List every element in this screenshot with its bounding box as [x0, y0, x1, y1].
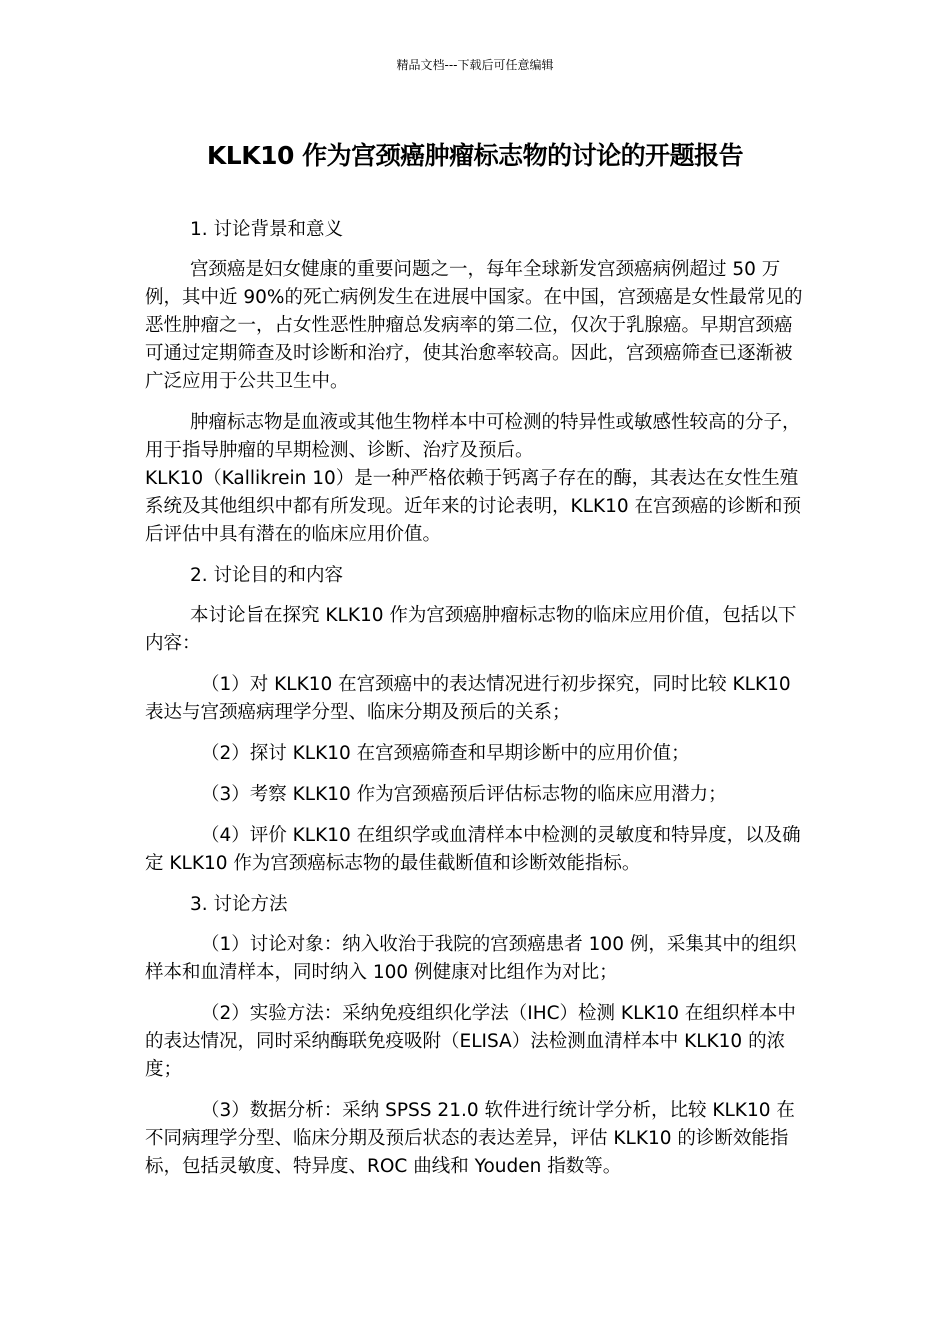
page-header: 精品文档---下载后可任意编辑	[396, 58, 554, 72]
section-1-heading: 1. 讨论背景和意义	[190, 219, 344, 240]
section-3-item-1: （1）讨论对象：纳入收治于我院的宫颈癌患者 100 例，采集其中的组织样本和血清样本，同时纳入 100 例健康对比组作为对比；	[145, 934, 797, 983]
section-2-heading: 2. 讨论目的和内容	[190, 565, 344, 586]
section-1-paragraph-2: 肿瘤标志物是血液或其他生物样本中可检测的特异性或敏感性较高的分子，用于指导肿瘤的早期检测、诊断、治疗及预后。	[145, 412, 801, 461]
section-1-paragraph-3: KLK10（Kallikrein 10）是一种严格依赖于钙离子存在的酶，其表达在女性生殖系统及其他组织中都有所发现。近年来的讨论表明，KLK10 在宫颈癌的诊断和预后评估中具有潜在的临床应用价值。	[145, 468, 801, 545]
document-body	[145, 216, 807, 1194]
section-2-item-2: （2）探讨 KLK10 在宫颈癌筛查和早期诊断中的应用价值；	[201, 743, 690, 764]
section-3-item-2: （2）实验方法：采纳免疫组织化学法（IHC）检测 KLK10 在组织样本中的表达情况，同时采纳酶联免疫吸附（ELISA）法检测血清样本中 KLK10 的浓度；	[145, 1003, 796, 1080]
document-title: KLK10 作为宫颈癌肿瘤标志物的讨论的开题报告	[206, 141, 744, 170]
section-1-paragraph-1: 宫颈癌是妇女健康的重要问题之一，每年全球新发宫颈癌病例超过 50 万例，其中近 90%的死亡病例发生在进展中国家。在中国，宫颈癌是女性最常见的恶性肿瘤之一，占女性恶性肿瘤总发病率的第二位，仅次于乳腺癌。早期宫颈癌可通过定期筛查及时诊断和治疗，使其治愈率较高。因此，宫颈癌筛查已逐渐被广泛应用于公共卫生中。	[145, 259, 803, 392]
section-2-intro: 本讨论旨在探究 KLK10 作为宫颈癌肿瘤标志物的临床应用价值，包括以下内容：	[145, 605, 797, 654]
section-2-item-4: （4）评价 KLK10 在组织学或血清样本中检测的灵敏度和特异度，以及确定 KLK10 作为宫颈癌标志物的最佳截断值和诊断效能指标。	[145, 825, 801, 874]
section-2-item-1: （1）对 KLK10 在宫颈癌中的表达情况进行初步探究，同时比较 KLK10 表达与宫颈癌病理学分型、临床分期及预后的关系；	[145, 674, 791, 723]
section-3-heading: 3. 讨论方法	[190, 894, 288, 915]
section-3-item-3: （3）数据分析：采纳 SPSS 21.0 软件进行统计学分析，比较 KLK10 在不同病理学分型、临床分期及预后状态的表达差异，评估 KLK10 的诊断效能指标，包括灵敏度、特异度、ROC 曲线和 Youden 指数等。	[145, 1100, 795, 1177]
section-2-item-3: （3）考察 KLK10 作为宫颈癌预后评估标志物的临床应用潜力；	[201, 784, 727, 805]
